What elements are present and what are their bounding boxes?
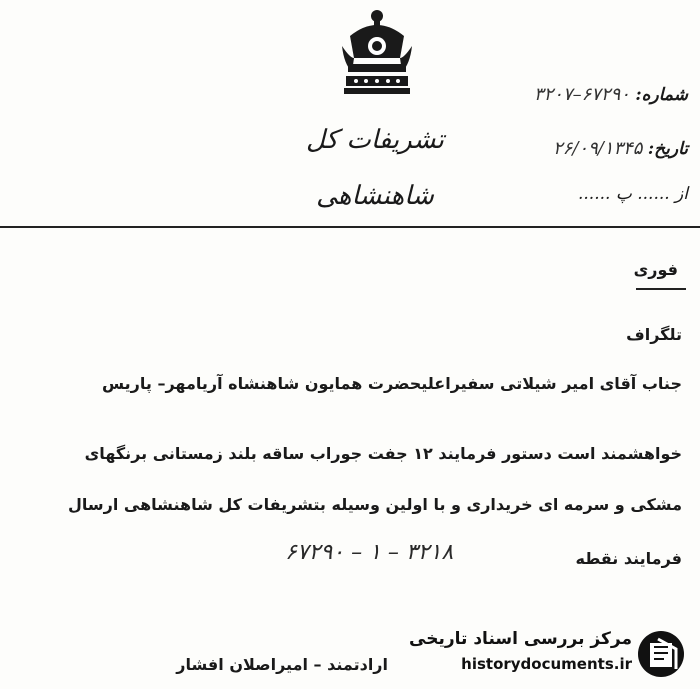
watermark-title: مرکز بررسی اسناد تاریخی (409, 629, 632, 649)
signature-line: ارادتمند – امیراصلان افشار (176, 655, 388, 674)
body-line-2: مشکی و سرمه ای خریداری و با اولین وسیله بتشریفات کل شاهنشاهی ارسال (67, 495, 682, 514)
body-line-1: خواهشمند است دستور فرمایند ۱۲ جفت جوراب ساقه بلند زمستانی برنگهای (84, 444, 682, 463)
priority-label: فوری (633, 260, 678, 279)
body-line-3: فرمایند نقطه (575, 549, 682, 568)
header-divider (0, 226, 700, 228)
archive-logo-icon (636, 629, 686, 679)
letterhead-title: تشریفات کل شاهنشاهی (306, 125, 444, 211)
handwritten-reference: ۶۷۲۹۰ – ۱ – ۳۲۱۸ (285, 540, 454, 565)
watermark-url: historydocuments.ir (461, 655, 632, 673)
number-value: ۶۷۲۹۰–۳۲۰۷ (533, 84, 630, 105)
date-label: تاریخ: (647, 139, 688, 159)
number-label: شماره: (635, 85, 688, 105)
telegram-type: تلگراف (626, 325, 682, 344)
document-number (534, 84, 688, 105)
crown-emblem-icon (330, 6, 424, 98)
addressee-line: جناب آقای امیر شیلاتی سفیراعلیحضرت همایون شاهنشاه آریامهر– پاریس (102, 374, 682, 393)
date-value: ۲۶/۰۹/۱۳۴۵ (553, 138, 643, 159)
archive-watermark (390, 625, 690, 683)
priority-underline (636, 288, 686, 290)
attachment-line: از ...... پ ...... (578, 184, 688, 204)
document-date (553, 138, 688, 159)
